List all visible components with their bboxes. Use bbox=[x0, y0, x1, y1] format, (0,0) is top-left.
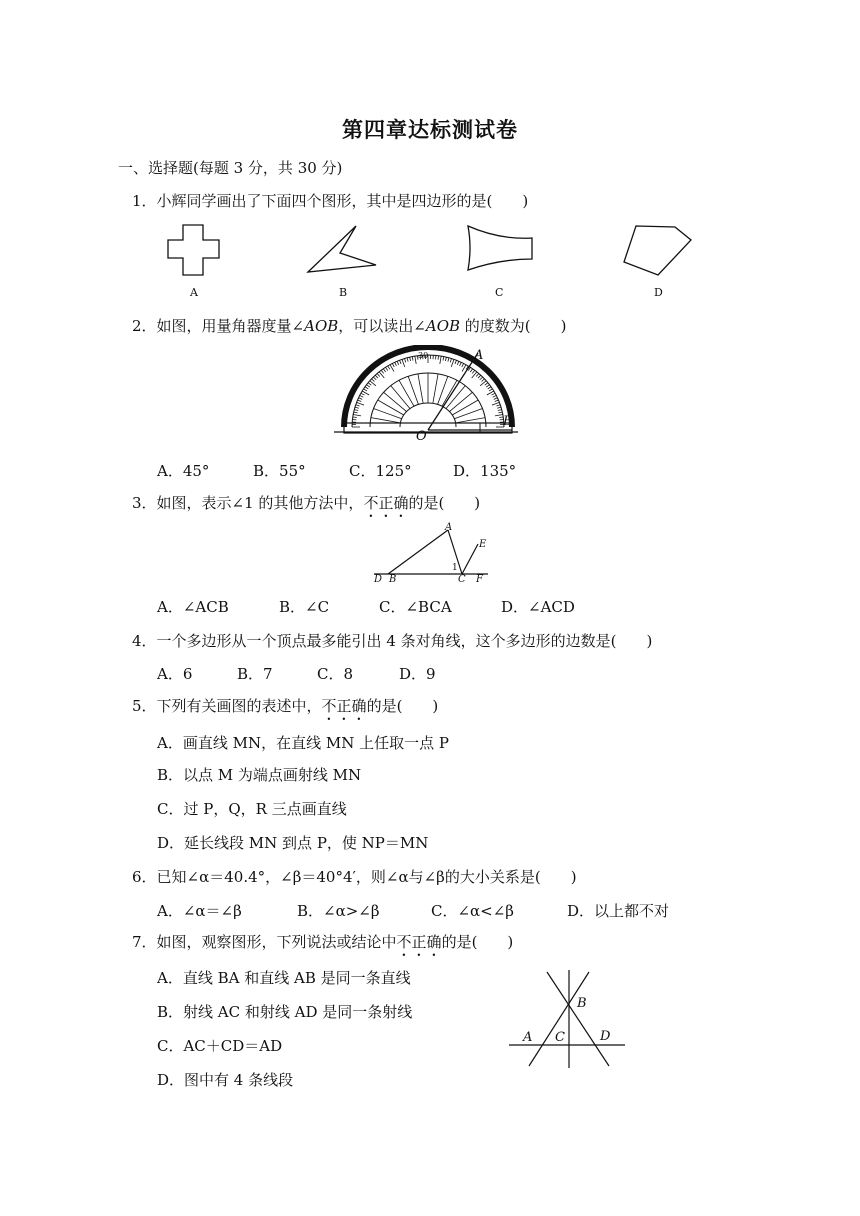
q7-label-d: D bbox=[600, 1029, 611, 1044]
question-5-stem: 5．下列有关画图的表述中，不正确的是( ) bbox=[132, 697, 439, 715]
protractor-tick bbox=[372, 379, 375, 382]
q3-label-d: D bbox=[374, 574, 383, 585]
q1-label-b: B bbox=[339, 286, 348, 299]
protractor-tick bbox=[400, 360, 401, 364]
protractor-tick bbox=[358, 400, 362, 401]
protractor-tick bbox=[397, 361, 399, 365]
protractor-ray bbox=[408, 376, 418, 404]
question-2-options: A．45° B．55° C．125° D．135° bbox=[157, 462, 517, 480]
protractor-tick bbox=[367, 385, 370, 387]
question-6-stem: 6．已知∠α＝40.4°，∠β＝40°4′，则∠α与∠β的大小关系是( ) bbox=[132, 868, 577, 886]
page-title: 第四章达标测试卷 bbox=[342, 118, 518, 142]
q1-shape-d-pentagon bbox=[624, 226, 691, 275]
q1-shape-b-dart bbox=[308, 226, 376, 272]
protractor-tick bbox=[450, 359, 451, 363]
protractor-tick bbox=[373, 377, 376, 380]
protractor-tick bbox=[472, 370, 474, 373]
protractor-tick bbox=[368, 383, 371, 385]
protractor-tick bbox=[495, 400, 499, 401]
protractor-tick bbox=[386, 367, 388, 370]
protractor-tick bbox=[493, 395, 497, 397]
protractor-tick bbox=[392, 363, 394, 367]
protractor-tick bbox=[405, 359, 406, 363]
protractor-tick bbox=[451, 359, 454, 367]
question-7-option-d: D．图中有 4 条线段 bbox=[157, 1071, 294, 1089]
protractor-tick bbox=[364, 389, 367, 391]
protractor-tick bbox=[440, 356, 441, 364]
protractor-ray bbox=[442, 380, 457, 406]
protractor-tick bbox=[488, 387, 491, 389]
protractor-label-a: A bbox=[474, 348, 484, 363]
protractor-tick bbox=[353, 414, 361, 415]
protractor-ray bbox=[456, 418, 486, 423]
question-7-stem: 7．如图，观察图形，下列说法或结论中不正确的是( ) bbox=[132, 933, 514, 951]
protractor-tick bbox=[460, 362, 462, 366]
question-4-stem: 4．一个多边形从一个顶点最多能引出 4 条对角线，这个多边形的边数是( ) bbox=[132, 632, 653, 650]
protractor-tick bbox=[375, 375, 378, 378]
question-7-option-c: C．AC＋CD＝AD bbox=[157, 1037, 283, 1055]
protractor-tick bbox=[462, 363, 464, 367]
protractor-ray bbox=[449, 392, 472, 411]
q1-shape-a-cross bbox=[168, 225, 219, 275]
protractor-tick bbox=[492, 402, 500, 405]
protractor-ray bbox=[399, 380, 414, 406]
protractor-tick bbox=[480, 377, 483, 380]
protractor-tick bbox=[486, 385, 489, 387]
protractor-ray bbox=[384, 392, 407, 411]
question-6-options: A．∠α＝∠β B．∠α>∠β C．∠α<∠β D．以上都不对 bbox=[157, 902, 670, 920]
q7-label-b: B bbox=[577, 996, 587, 1011]
protractor-tick bbox=[476, 373, 479, 376]
protractor-tick bbox=[354, 410, 358, 411]
protractor-tick bbox=[381, 370, 383, 373]
question-5-option-b: B．以点 M 为端点画射线 MN bbox=[157, 766, 362, 784]
protractor-tick bbox=[498, 410, 502, 411]
protractor-tick bbox=[497, 407, 501, 408]
protractor-tick bbox=[438, 356, 439, 360]
protractor-label-o: O bbox=[416, 429, 427, 444]
protractor-tick bbox=[496, 405, 500, 406]
protractor-ray bbox=[438, 376, 448, 404]
question-1-stem: 1．小辉同学画出了下面四个图形，其中是四边形的是( ) bbox=[132, 192, 529, 210]
protractor-tick bbox=[356, 405, 360, 406]
q1-shape-c-curved bbox=[468, 226, 532, 270]
section-heading: 一、选择题(每题 3 分，共 30 分) bbox=[118, 159, 343, 177]
protractor-tick bbox=[377, 373, 380, 376]
protractor-tick bbox=[361, 393, 365, 395]
q3-label-1: 1 bbox=[452, 563, 458, 573]
q3-label-f: F bbox=[476, 574, 483, 585]
protractor-tick bbox=[485, 383, 488, 385]
q1-label-c: C bbox=[495, 286, 504, 299]
protractor-ray bbox=[454, 409, 482, 419]
question-5-option-c: C．过 P，Q，R 三点画直线 bbox=[157, 800, 347, 818]
q1-label-a: A bbox=[190, 286, 198, 299]
protractor-tick bbox=[353, 417, 357, 418]
protractor-tick bbox=[455, 360, 456, 364]
protractor-ray bbox=[418, 374, 423, 404]
q3-label-c: C bbox=[458, 574, 466, 585]
protractor-tick bbox=[402, 359, 405, 367]
protractor-tick bbox=[359, 398, 363, 400]
protractor-ray bbox=[371, 418, 401, 423]
protractor-tick bbox=[495, 414, 503, 415]
protractor-tick bbox=[470, 369, 472, 372]
question-3-stem: 3．如图，表示∠1 的其他方法中，不正确的是( ) bbox=[132, 494, 481, 512]
protractor-tick bbox=[478, 375, 481, 378]
protractor-tick bbox=[448, 358, 449, 362]
protractor-tick bbox=[489, 389, 492, 391]
protractor-tick bbox=[445, 357, 446, 361]
arm-oa bbox=[428, 353, 478, 430]
protractor-tick bbox=[412, 357, 413, 361]
q1-label-d: D bbox=[654, 286, 663, 299]
protractor-tick bbox=[395, 362, 397, 366]
question-3-options: A．∠ACB B．∠C C．∠BCA D．∠ACD bbox=[157, 598, 575, 616]
q7-right-slant bbox=[547, 972, 609, 1066]
protractor-tick bbox=[365, 387, 368, 389]
q7-label-c: C bbox=[555, 1030, 565, 1045]
protractor-ray bbox=[378, 400, 404, 415]
protractor-ray bbox=[433, 374, 438, 404]
protractor-tick bbox=[443, 357, 444, 361]
question-2-stem: 2．如图，用量角器度量∠AOB，可以读出∠AOB 的度数为( ) bbox=[132, 317, 567, 335]
protractor-figure bbox=[330, 345, 530, 445]
question-5-option-a: A．画直线 MN，在直线 MN 上任取一点 P bbox=[157, 734, 449, 752]
protractor-tick bbox=[410, 357, 411, 361]
protractor-tick bbox=[457, 361, 459, 365]
protractor-tick bbox=[482, 379, 485, 382]
protractor-ray bbox=[373, 409, 401, 419]
q3-label-b: B bbox=[389, 574, 397, 585]
protractor-tick bbox=[354, 412, 358, 413]
protractor-tick bbox=[360, 395, 364, 397]
protractor-tick bbox=[388, 366, 390, 369]
protractor-tick bbox=[498, 412, 502, 413]
protractor-ray bbox=[452, 400, 478, 415]
protractor-tick bbox=[383, 369, 385, 372]
q3-label-e: E bbox=[479, 539, 487, 550]
q1-figures bbox=[150, 220, 730, 304]
question-4-options: A．6 B．7 C．8 D．9 bbox=[157, 665, 436, 683]
q3-label-a: A bbox=[445, 522, 453, 533]
question-7-option-a: A．直线 BA 和直线 AB 是同一条直线 bbox=[157, 969, 411, 987]
protractor-tick bbox=[415, 356, 416, 364]
q7-figure bbox=[505, 966, 630, 1070]
protractor-tick bbox=[407, 358, 408, 362]
protractor-tick bbox=[355, 407, 359, 408]
protractor-label-b: B bbox=[503, 414, 513, 429]
protractor-tick bbox=[357, 402, 365, 405]
protractor-tick bbox=[494, 398, 498, 400]
q7-left-slant bbox=[529, 972, 589, 1066]
q7-label-a: A bbox=[523, 1030, 533, 1045]
question-7-option-b: B．射线 AC 和射线 AD 是同一条射线 bbox=[157, 1003, 413, 1021]
protractor-label-30: 30 bbox=[418, 351, 429, 360]
question-5-option-d: D．延长线段 MN 到点 P，使 NP＝MN bbox=[157, 834, 429, 852]
protractor-tick bbox=[492, 393, 496, 395]
protractor-ray bbox=[391, 386, 410, 409]
